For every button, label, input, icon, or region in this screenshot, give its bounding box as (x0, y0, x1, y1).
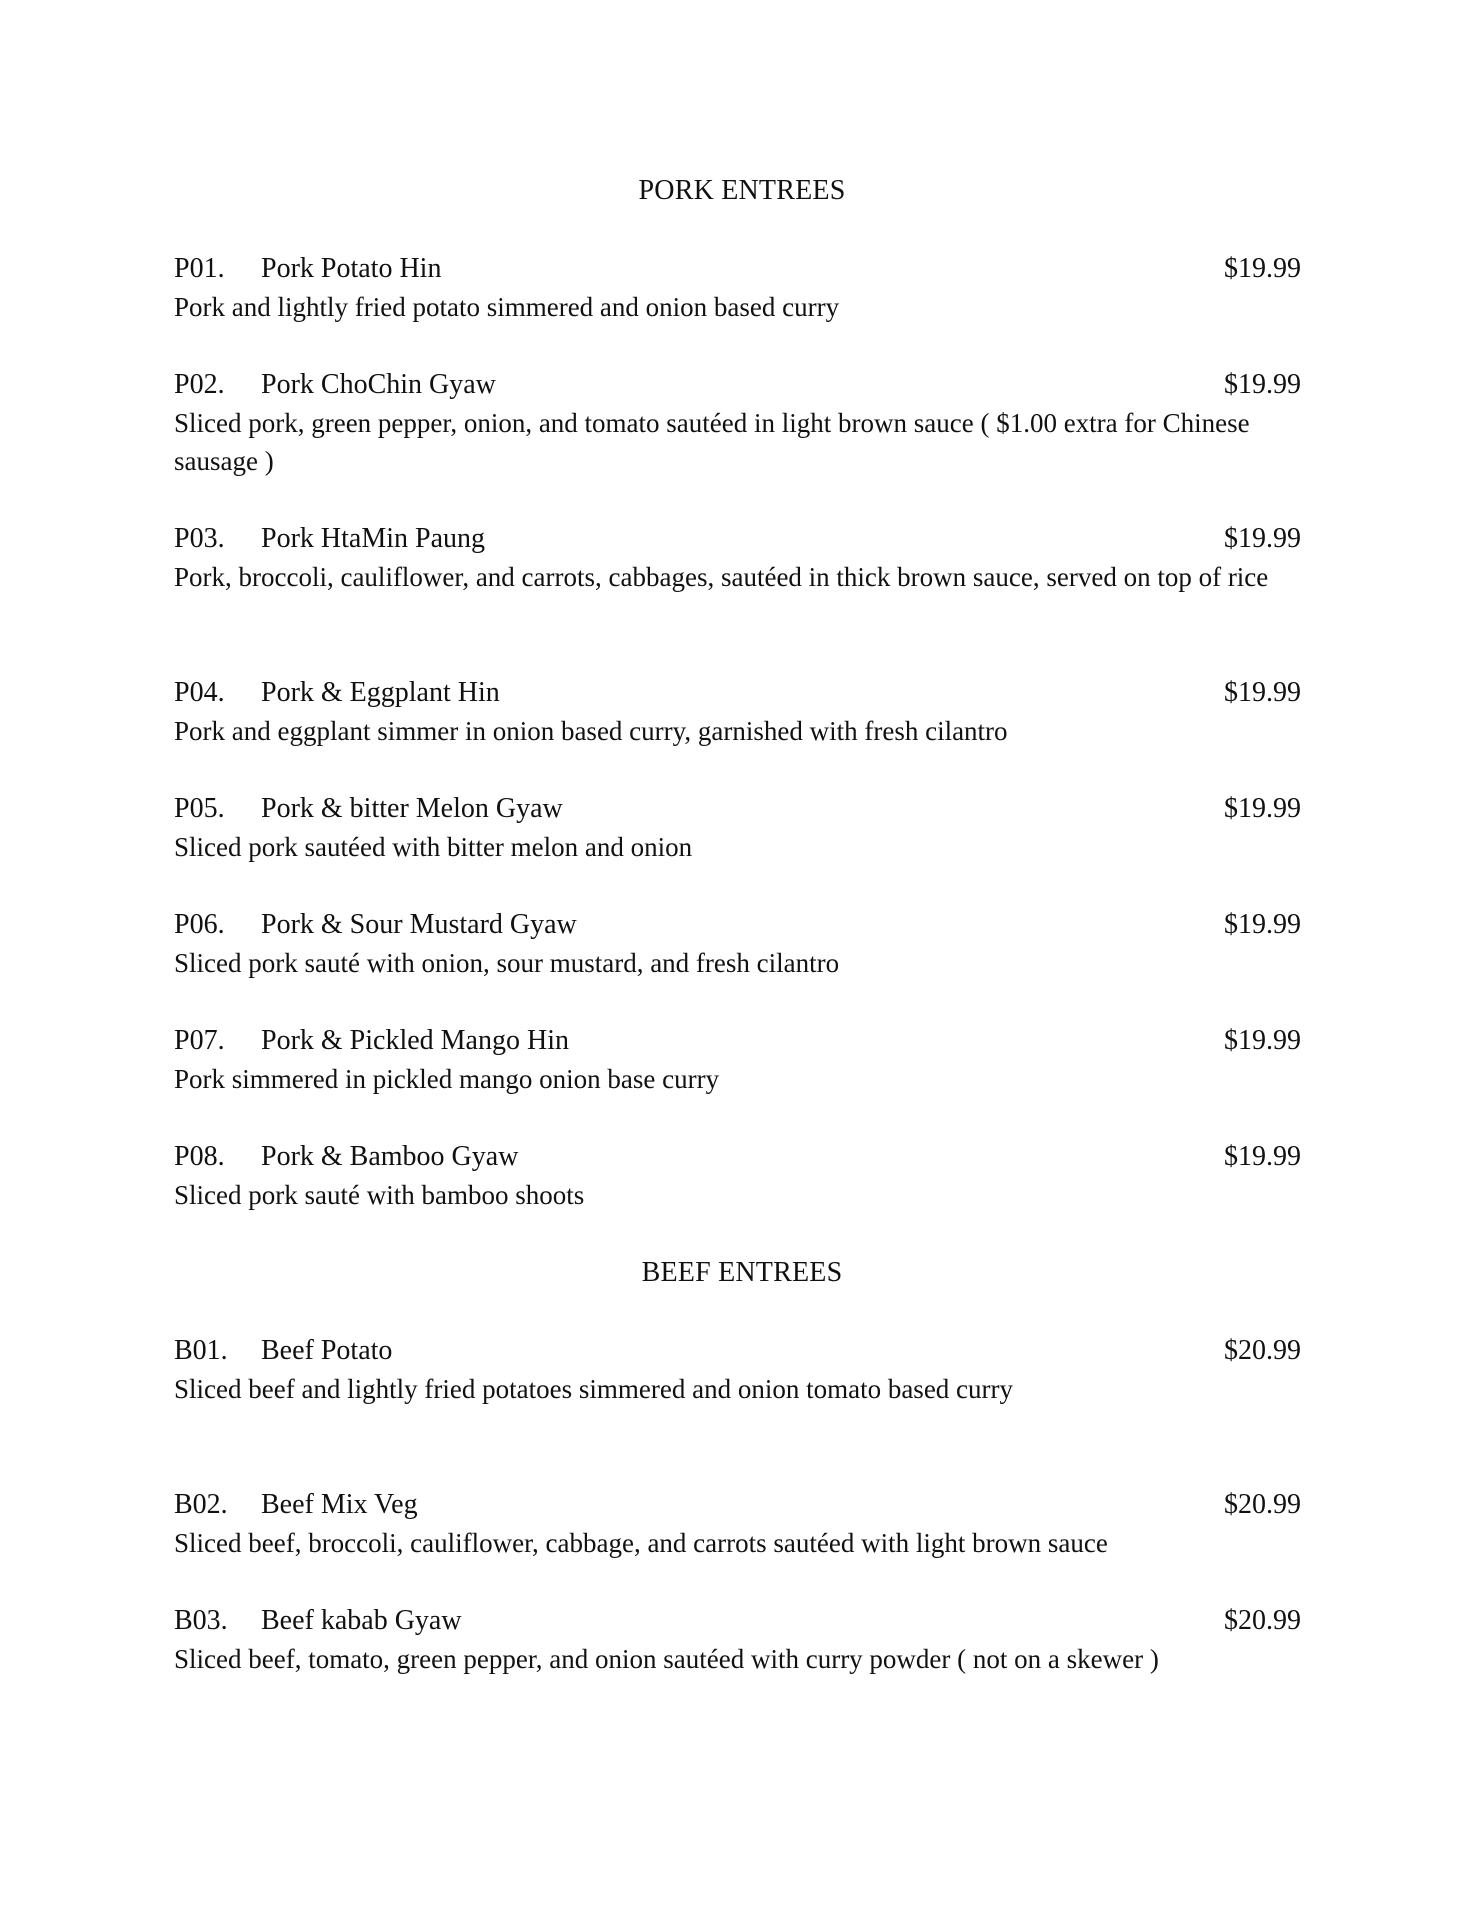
item-code: P07. (174, 1025, 225, 1056)
item-price: $19.99 (1224, 793, 1301, 824)
item-description: Pork simmered in pickled mango onion base curry (174, 1064, 720, 1094)
item-code: B02. (174, 1489, 228, 1520)
item-price: $19.99 (1224, 253, 1301, 284)
item-description: Pork and lightly fried potato simmered and onion based curry (174, 292, 840, 322)
item-code: P03. (174, 523, 225, 554)
item-price: $19.99 (1224, 677, 1301, 708)
item-header (174, 1022, 1324, 1060)
item-code: P01. (174, 253, 225, 284)
item-code: B03. (174, 1605, 228, 1636)
item-description: Sliced pork sauté with onion, sour mustard, and fresh cilantro (174, 948, 840, 978)
item-name: Pork & Eggplant Hin (261, 677, 500, 708)
item-name: Beef Mix Veg (261, 1489, 418, 1520)
item-header (174, 520, 1324, 558)
menu-item-p02 (174, 366, 1324, 480)
item-code: P08. (174, 1141, 225, 1172)
item-header (174, 906, 1324, 944)
item-header (174, 1332, 1324, 1370)
item-description: Sliced pork sautéed with bitter melon and onion (174, 832, 693, 862)
item-name: Pork & Pickled Mango Hin (261, 1025, 569, 1056)
item-price: $19.99 (1224, 523, 1301, 554)
item-description: Sliced beef and lightly fried potatoes simmered and onion tomato based curry (174, 1374, 1014, 1404)
item-code: P05. (174, 793, 225, 824)
item-header (174, 674, 1324, 712)
item-description: Sliced pork sauté with bamboo shoots (174, 1180, 585, 1210)
menu-item-p03 (174, 520, 1324, 596)
item-name: Beef kabab Gyaw (261, 1605, 462, 1636)
item-name: Pork & Bamboo Gyaw (261, 1141, 519, 1172)
item-header (174, 366, 1324, 404)
item-code: P04. (174, 677, 225, 708)
item-name: Pork & Sour Mustard Gyaw (261, 909, 577, 940)
item-header (174, 1138, 1324, 1176)
section-title-pork: PORK ENTREES (638, 175, 846, 206)
item-name: Pork ChoChin Gyaw (261, 369, 496, 400)
menu-item-p04 (174, 674, 1324, 750)
item-price: $20.99 (1224, 1489, 1301, 1520)
item-name: Beef Potato (261, 1335, 393, 1366)
item-description: Pork and eggplant simmer in onion based curry, garnished with fresh cilantro (174, 716, 1008, 746)
item-price: $19.99 (1224, 1025, 1301, 1056)
item-description: Pork, broccoli, cauliflower, and carrots, cabbages, sautéed in thick brown sauce, served on top of rice (174, 562, 1269, 592)
item-code: B01. (174, 1335, 228, 1366)
menu-item-p08 (174, 1138, 1324, 1214)
item-header (174, 1486, 1324, 1524)
menu-item-b01 (174, 1332, 1324, 1408)
item-name: Pork & bitter Melon Gyaw (261, 793, 563, 824)
item-header (174, 250, 1324, 288)
item-header (174, 1602, 1324, 1640)
section-title-beef: BEEF ENTREES (641, 1257, 843, 1288)
item-name: Pork HtaMin Paung (261, 523, 485, 554)
item-price: $19.99 (1224, 909, 1301, 940)
item-price: $20.99 (1224, 1335, 1301, 1366)
item-description: Sliced pork, green pepper, onion, and tomato sautéed in light brown sauce ( $1.00 extra for Chinese sausage ) (174, 408, 1250, 476)
menu-item-b03 (174, 1602, 1324, 1678)
menu-item-p07 (174, 1022, 1324, 1098)
item-price: $19.99 (1224, 369, 1301, 400)
item-description: Sliced beef, broccoli, cauliflower, cabbage, and carrots sautéed with light brown sauce (174, 1528, 1108, 1558)
item-price: $20.99 (1224, 1605, 1301, 1636)
menu-item-p01 (174, 250, 1324, 326)
item-code: P06. (174, 909, 225, 940)
item-price: $19.99 (1224, 1141, 1301, 1172)
item-name: Pork Potato Hin (261, 253, 442, 284)
item-code: P02. (174, 369, 225, 400)
menu-item-b02 (174, 1486, 1324, 1562)
menu-item-p06 (174, 906, 1324, 982)
item-header (174, 790, 1324, 828)
menu-item-p05 (174, 790, 1324, 866)
item-description: Sliced beef, tomato, green pepper, and onion sautéed with curry powder ( not on a skewer ) (174, 1644, 1159, 1674)
